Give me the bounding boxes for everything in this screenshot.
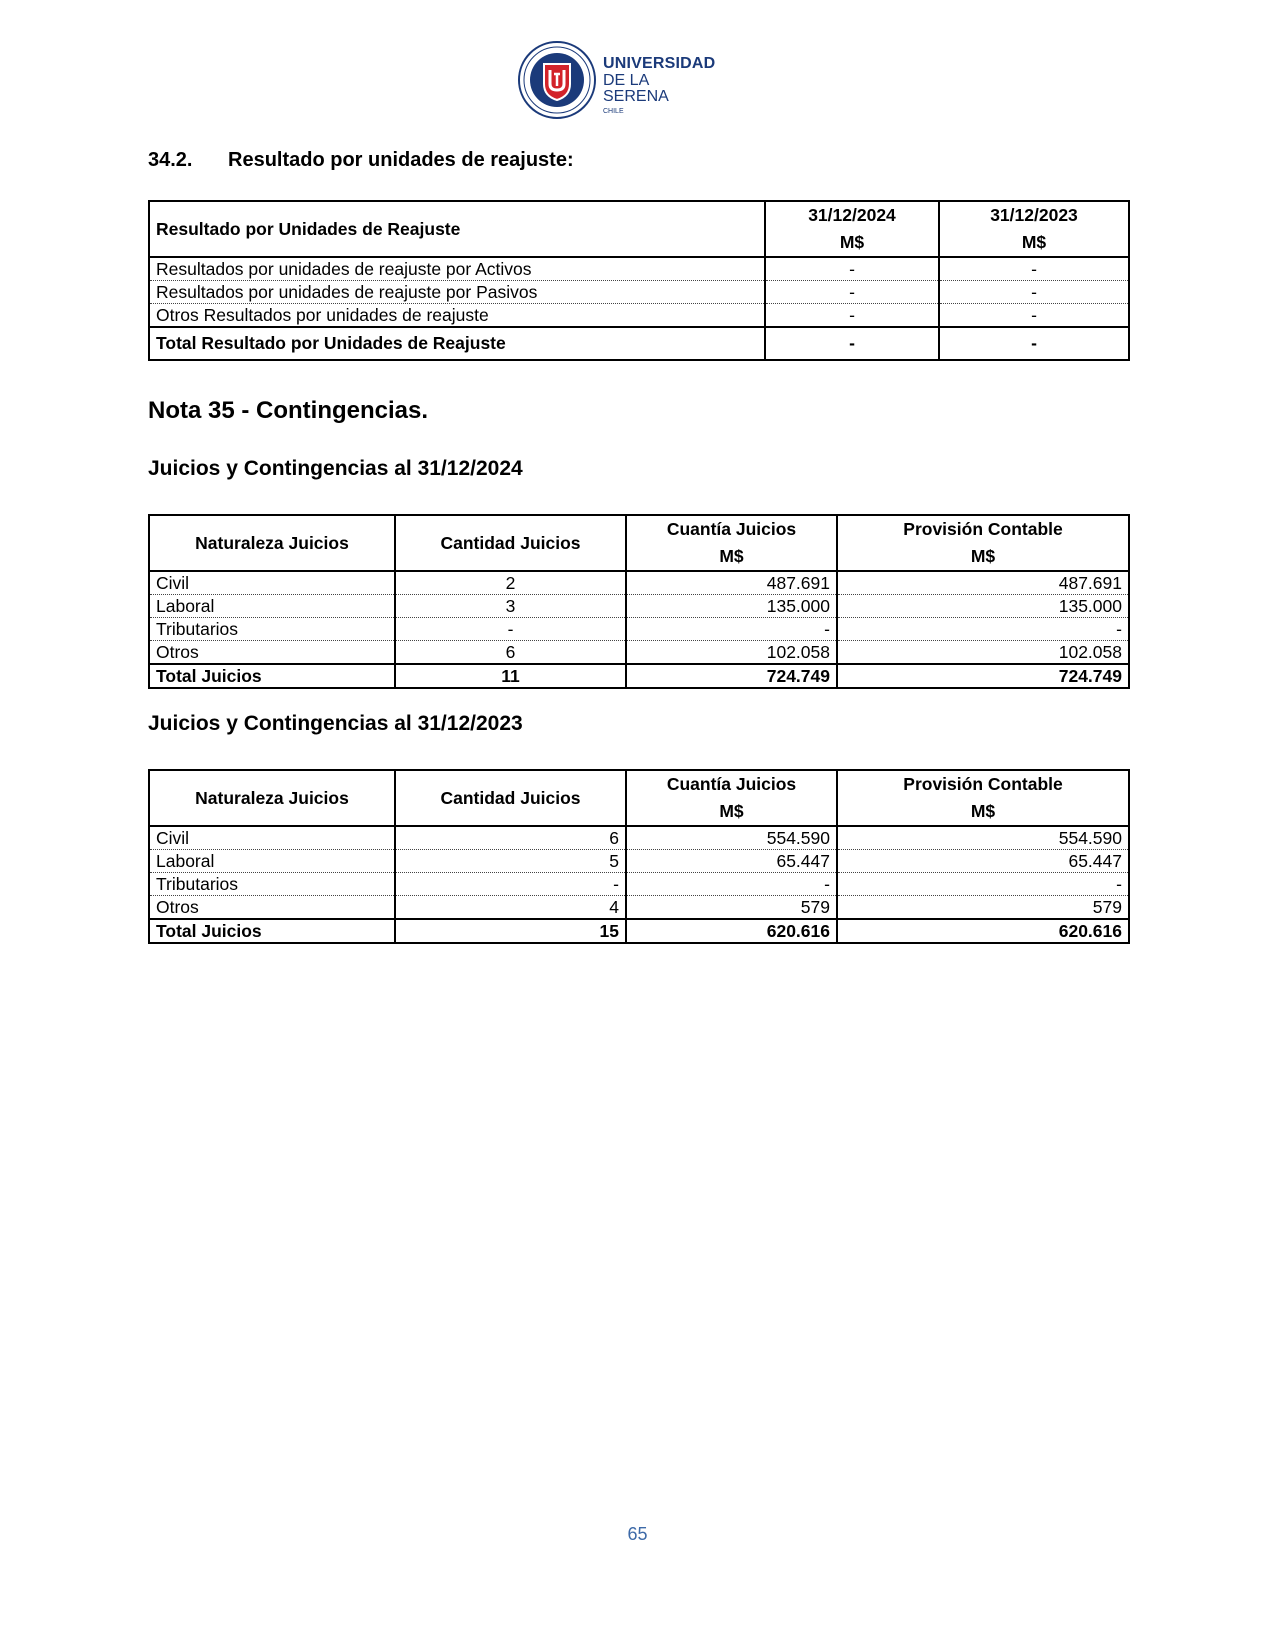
- row-value-2023: -: [939, 257, 1129, 281]
- header-provision: [837, 770, 1129, 826]
- header-col-2024: [765, 201, 939, 257]
- table-header-row: [149, 201, 1129, 257]
- row-provision: 65.447: [837, 850, 1129, 873]
- header-col-2023: [939, 201, 1129, 257]
- juicios-2024-table: [148, 514, 1130, 689]
- section-heading-34-2: [148, 149, 574, 172]
- row-cuantia: -: [626, 873, 837, 896]
- table-row: [149, 595, 1129, 618]
- header-cuantia-label: Cuantía Juicios: [666, 774, 797, 794]
- row-provision: 554.590: [837, 826, 1129, 850]
- row-value-2024: -: [765, 281, 939, 304]
- row-cantidad: 6: [395, 641, 626, 665]
- total-provision: 724.749: [837, 664, 1129, 688]
- header-label: Resultado por Unidades de Reajuste: [149, 201, 765, 257]
- table-total-row: [149, 327, 1129, 360]
- table-row: [149, 873, 1129, 896]
- table-row: [149, 896, 1129, 920]
- row-label: Resultados por unidades de reajuste por Pasivos: [149, 281, 765, 304]
- row-value-2024: -: [765, 304, 939, 328]
- total-cuantia: 620.616: [626, 919, 837, 943]
- table-row: [149, 618, 1129, 641]
- table-row: [149, 641, 1129, 665]
- row-cantidad: 2: [395, 571, 626, 595]
- contingencias-2024-heading: Juicios y Contingencias al 31/12/2024: [148, 457, 523, 480]
- header-provision-label: Provisión Contable: [903, 519, 1063, 539]
- table-header-row: [149, 515, 1129, 571]
- header-cuantia: [626, 515, 837, 571]
- row-cantidad: -: [395, 618, 626, 641]
- section-number: 34.2.: [148, 149, 193, 171]
- header-unit: M$: [970, 801, 996, 821]
- row-cantidad: 5: [395, 850, 626, 873]
- total-value-2024: -: [765, 327, 939, 360]
- header-cuantia-label: Cuantía Juicios: [666, 519, 797, 539]
- row-cuantia: 65.447: [626, 850, 837, 873]
- row-cuantia: 579: [626, 896, 837, 920]
- total-naturaleza: Total Juicios: [149, 664, 395, 688]
- juicios-2023-table: [148, 769, 1130, 944]
- row-label: Otros Resultados por unidades de reajuste: [149, 304, 765, 328]
- table-row: [149, 571, 1129, 595]
- header-provision: [837, 515, 1129, 571]
- header-date: 31/12/2023: [990, 205, 1078, 225]
- row-cuantia: -: [626, 618, 837, 641]
- table-row: [149, 281, 1129, 304]
- row-provision: 487.691: [837, 571, 1129, 595]
- university-seal-icon: [517, 40, 597, 120]
- section-title: Resultado por unidades de reajuste:: [228, 149, 574, 171]
- total-cantidad: 15: [395, 919, 626, 943]
- row-value-2023: -: [939, 304, 1129, 328]
- total-cantidad: 11: [395, 664, 626, 688]
- header-naturaleza: Naturaleza Juicios: [149, 515, 395, 571]
- table-total-row: [149, 664, 1129, 688]
- nota-35-title: Nota 35 - Contingencias.: [148, 397, 429, 424]
- table-row: [149, 257, 1129, 281]
- header-unit: M$: [970, 546, 996, 566]
- logo-country: CHILE: [603, 108, 624, 115]
- row-provision: 102.058: [837, 641, 1129, 665]
- header-cuantia: [626, 770, 837, 826]
- row-naturaleza: Laboral: [149, 595, 395, 618]
- header-date: 31/12/2024: [808, 205, 896, 225]
- row-cuantia: 135.000: [626, 595, 837, 618]
- total-value-2023: -: [939, 327, 1129, 360]
- row-naturaleza: Civil: [149, 571, 395, 595]
- row-naturaleza: Tributarios: [149, 618, 395, 641]
- header-unit: M$: [839, 232, 865, 252]
- header-unit: M$: [719, 546, 744, 566]
- row-cantidad: -: [395, 873, 626, 896]
- row-cuantia: 554.590: [626, 826, 837, 850]
- row-cuantia: 102.058: [626, 641, 837, 665]
- contingencias-2023-heading: Juicios y Contingencias al 31/12/2023: [148, 712, 523, 735]
- row-value-2024: -: [765, 257, 939, 281]
- total-provision: 620.616: [837, 919, 1129, 943]
- total-cuantia: 724.749: [626, 664, 837, 688]
- header-unit: M$: [719, 801, 744, 821]
- row-naturaleza: Laboral: [149, 850, 395, 873]
- row-provision: 135.000: [837, 595, 1129, 618]
- header-cantidad: Cantidad Juicios: [395, 515, 626, 571]
- row-value-2023: -: [939, 281, 1129, 304]
- header-provision-label: Provisión Contable: [903, 774, 1063, 794]
- row-naturaleza: Tributarios: [149, 873, 395, 896]
- table-row: [149, 304, 1129, 328]
- row-cantidad: 4: [395, 896, 626, 920]
- header-cantidad: Cantidad Juicios: [395, 770, 626, 826]
- university-logo: [517, 40, 717, 120]
- table-row: [149, 826, 1129, 850]
- total-label: Total Resultado por Unidades de Reajuste: [149, 327, 765, 360]
- row-naturaleza: Otros: [149, 896, 395, 920]
- row-cantidad: 6: [395, 826, 626, 850]
- header-naturaleza: Naturaleza Juicios: [149, 770, 395, 826]
- reajuste-table: [148, 200, 1130, 361]
- row-provision: 579: [837, 896, 1129, 920]
- table-row: [149, 850, 1129, 873]
- row-naturaleza: Civil: [149, 826, 395, 850]
- header-unit: M$: [1021, 232, 1047, 252]
- row-cantidad: 3: [395, 595, 626, 618]
- logo-name: UNIVERSIDAD: [603, 55, 716, 72]
- page-number: 65: [627, 1524, 648, 1544]
- row-provision: -: [837, 873, 1129, 896]
- row-naturaleza: Otros: [149, 641, 395, 665]
- total-naturaleza: Total Juicios: [149, 919, 395, 943]
- logo-name-line2: DE LA SERENA: [603, 72, 669, 105]
- row-label: Resultados por unidades de reajuste por Activos: [149, 257, 765, 281]
- table-header-row: [149, 770, 1129, 826]
- table-total-row: [149, 919, 1129, 943]
- logo-wordmark: [603, 56, 717, 115]
- row-cuantia: 487.691: [626, 571, 837, 595]
- row-provision: -: [837, 618, 1129, 641]
